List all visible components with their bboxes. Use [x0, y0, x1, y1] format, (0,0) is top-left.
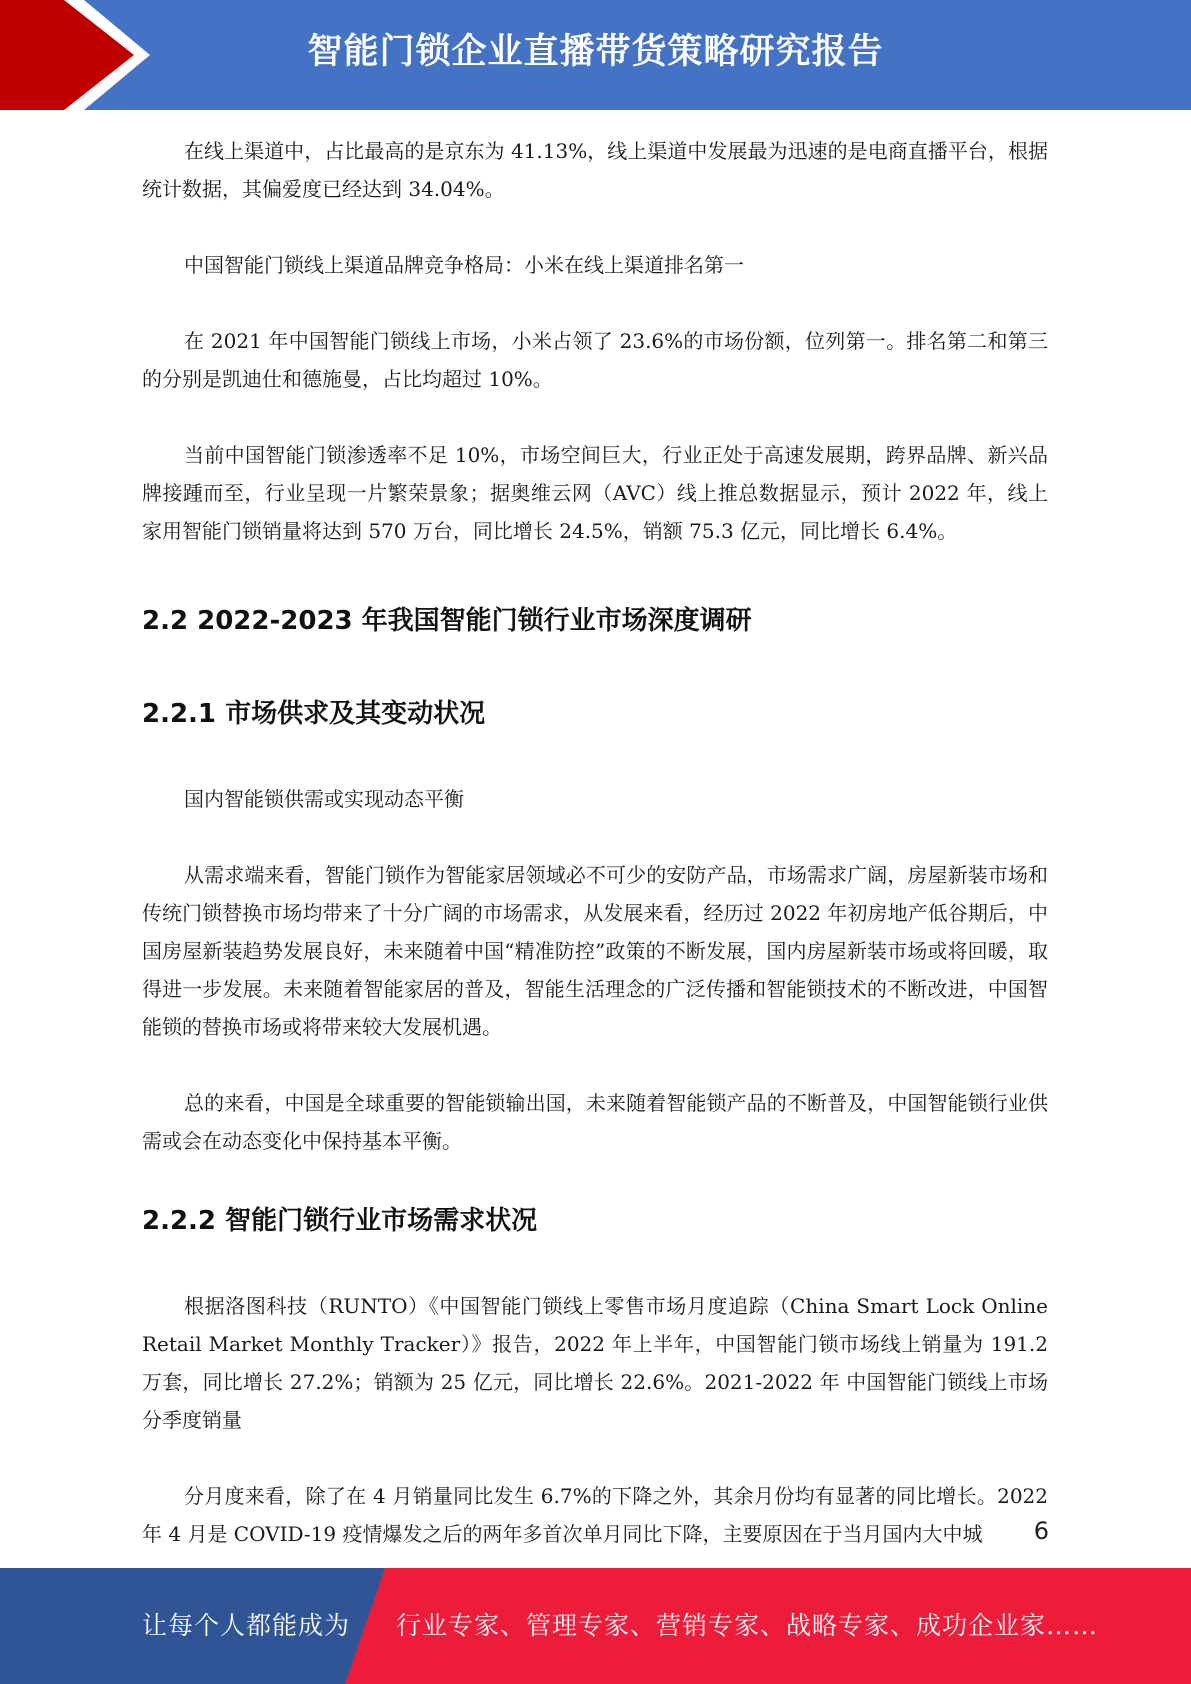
paragraph-brand-competition: 中国智能门锁线上渠道品牌竞争格局：小米在线上渠道排名第一 — [184, 253, 744, 277]
paragraph-demand-side: 从需求端来看，智能门锁作为智能家居领域必不可少的安防产品，市场需求广阔，房屋新装市场和传统门锁替换市场均带来了十分广阔的市场需求，从发展来看，经历过 2022 年初房地产低谷期后，中国房屋新装趋势发展良好，未来随着中国“精准防控”政策的不断发展，国内房屋新装市场或将回暖，取得进一步发展。未来随着智能家居的普及，智能生活理念的广泛传播和智能锁技术的不断改进，中国智能锁的替换市场或将带来较大发展机遇。 — [142, 863, 1048, 1039]
footer-slogan-left: 让每个人都能成为 — [142, 1611, 351, 1640]
page-header — [0, 0, 1191, 110]
paragraph-supply-demand-balance: 国内智能锁供需或实现动态平衡 — [184, 787, 464, 811]
paragraph-online-channels: 在线上渠道中，占比最高的是京东为 41.13%，线上渠道中发展最为迅速的是电商直播平台，根据统计数据，其偏爱度已经达到 34.04%。 — [142, 139, 1048, 201]
footer-slogan-right: 行业专家、管理专家、营销专家、战略专家、成功企业家…… — [396, 1611, 1099, 1640]
paragraph-penetration-rate: 当前中国智能门锁渗透率不足 10%，市场空间巨大，行业正处于高速发展期，跨界品牌、新兴品牌接踵而至，行业呈现一片繁荣景象；据奥维云网（AVC）线上推总数据显示，预计 2022 年，线上家用智能门锁销量将达到 570 万台，同比增长 24.5%，销额 75.3 亿元，同比增长 6.4%。 — [142, 443, 1048, 543]
paragraph-summary: 总的来看，中国是全球重要的智能锁输出国，未来随着智能锁产品的不断普及，中国智能锁行业供需或会在动态变化中保持基本平衡。 — [142, 1091, 1048, 1153]
page-footer — [0, 1568, 1191, 1684]
paragraph-runto-report: 根据洛图科技（RUNTO）《中国智能门锁线上零售市场月度追踪（China Smart Lock Online Retail Market Monthly Tracker）》报告，2022 年上半年，中国智能门锁市场线上销量为 191.2 万套，同比增长 27.2%；销额为 25 亿元，同比增长 22.6%。2021-2022 年 中国智能门锁线上市场分季度销量 — [142, 1294, 1048, 1432]
section-heading-2-2-1: 2.2.1 市场供求及其变动状况 — [142, 699, 486, 729]
section-heading-2-2: 2.2 2022-2023 年我国智能门锁行业市场深度调研 — [142, 606, 752, 636]
document-body — [142, 132, 1048, 1553]
red-chevron-graphic — [0, 0, 160, 110]
section-heading-2-2-2: 2.2.2 智能门锁行业市场需求状况 — [142, 1206, 538, 1236]
report-title: 智能门锁企业直播带货策略研究报告 — [307, 32, 884, 72]
paragraph-xiaomi-share: 在 2021 年中国智能门锁线上市场，小米占领了 23.6%的市场份额，位列第一。排名第二和第三的分别是凯迪仕和德施曼，占比均超过 10%。 — [142, 329, 1048, 391]
page-number: 6 — [1033, 1517, 1049, 1545]
paragraph-monthly-sales: 分月度来看，除了在 4 月销量同比发生 6.7%的下降之外，其余月份均有显著的同比增长。2022 年 4 月是 COVID-19 疫情爆发之后的两年多首次单月同比下降，主要原因在于当月国内大中城 — [142, 1484, 1048, 1546]
